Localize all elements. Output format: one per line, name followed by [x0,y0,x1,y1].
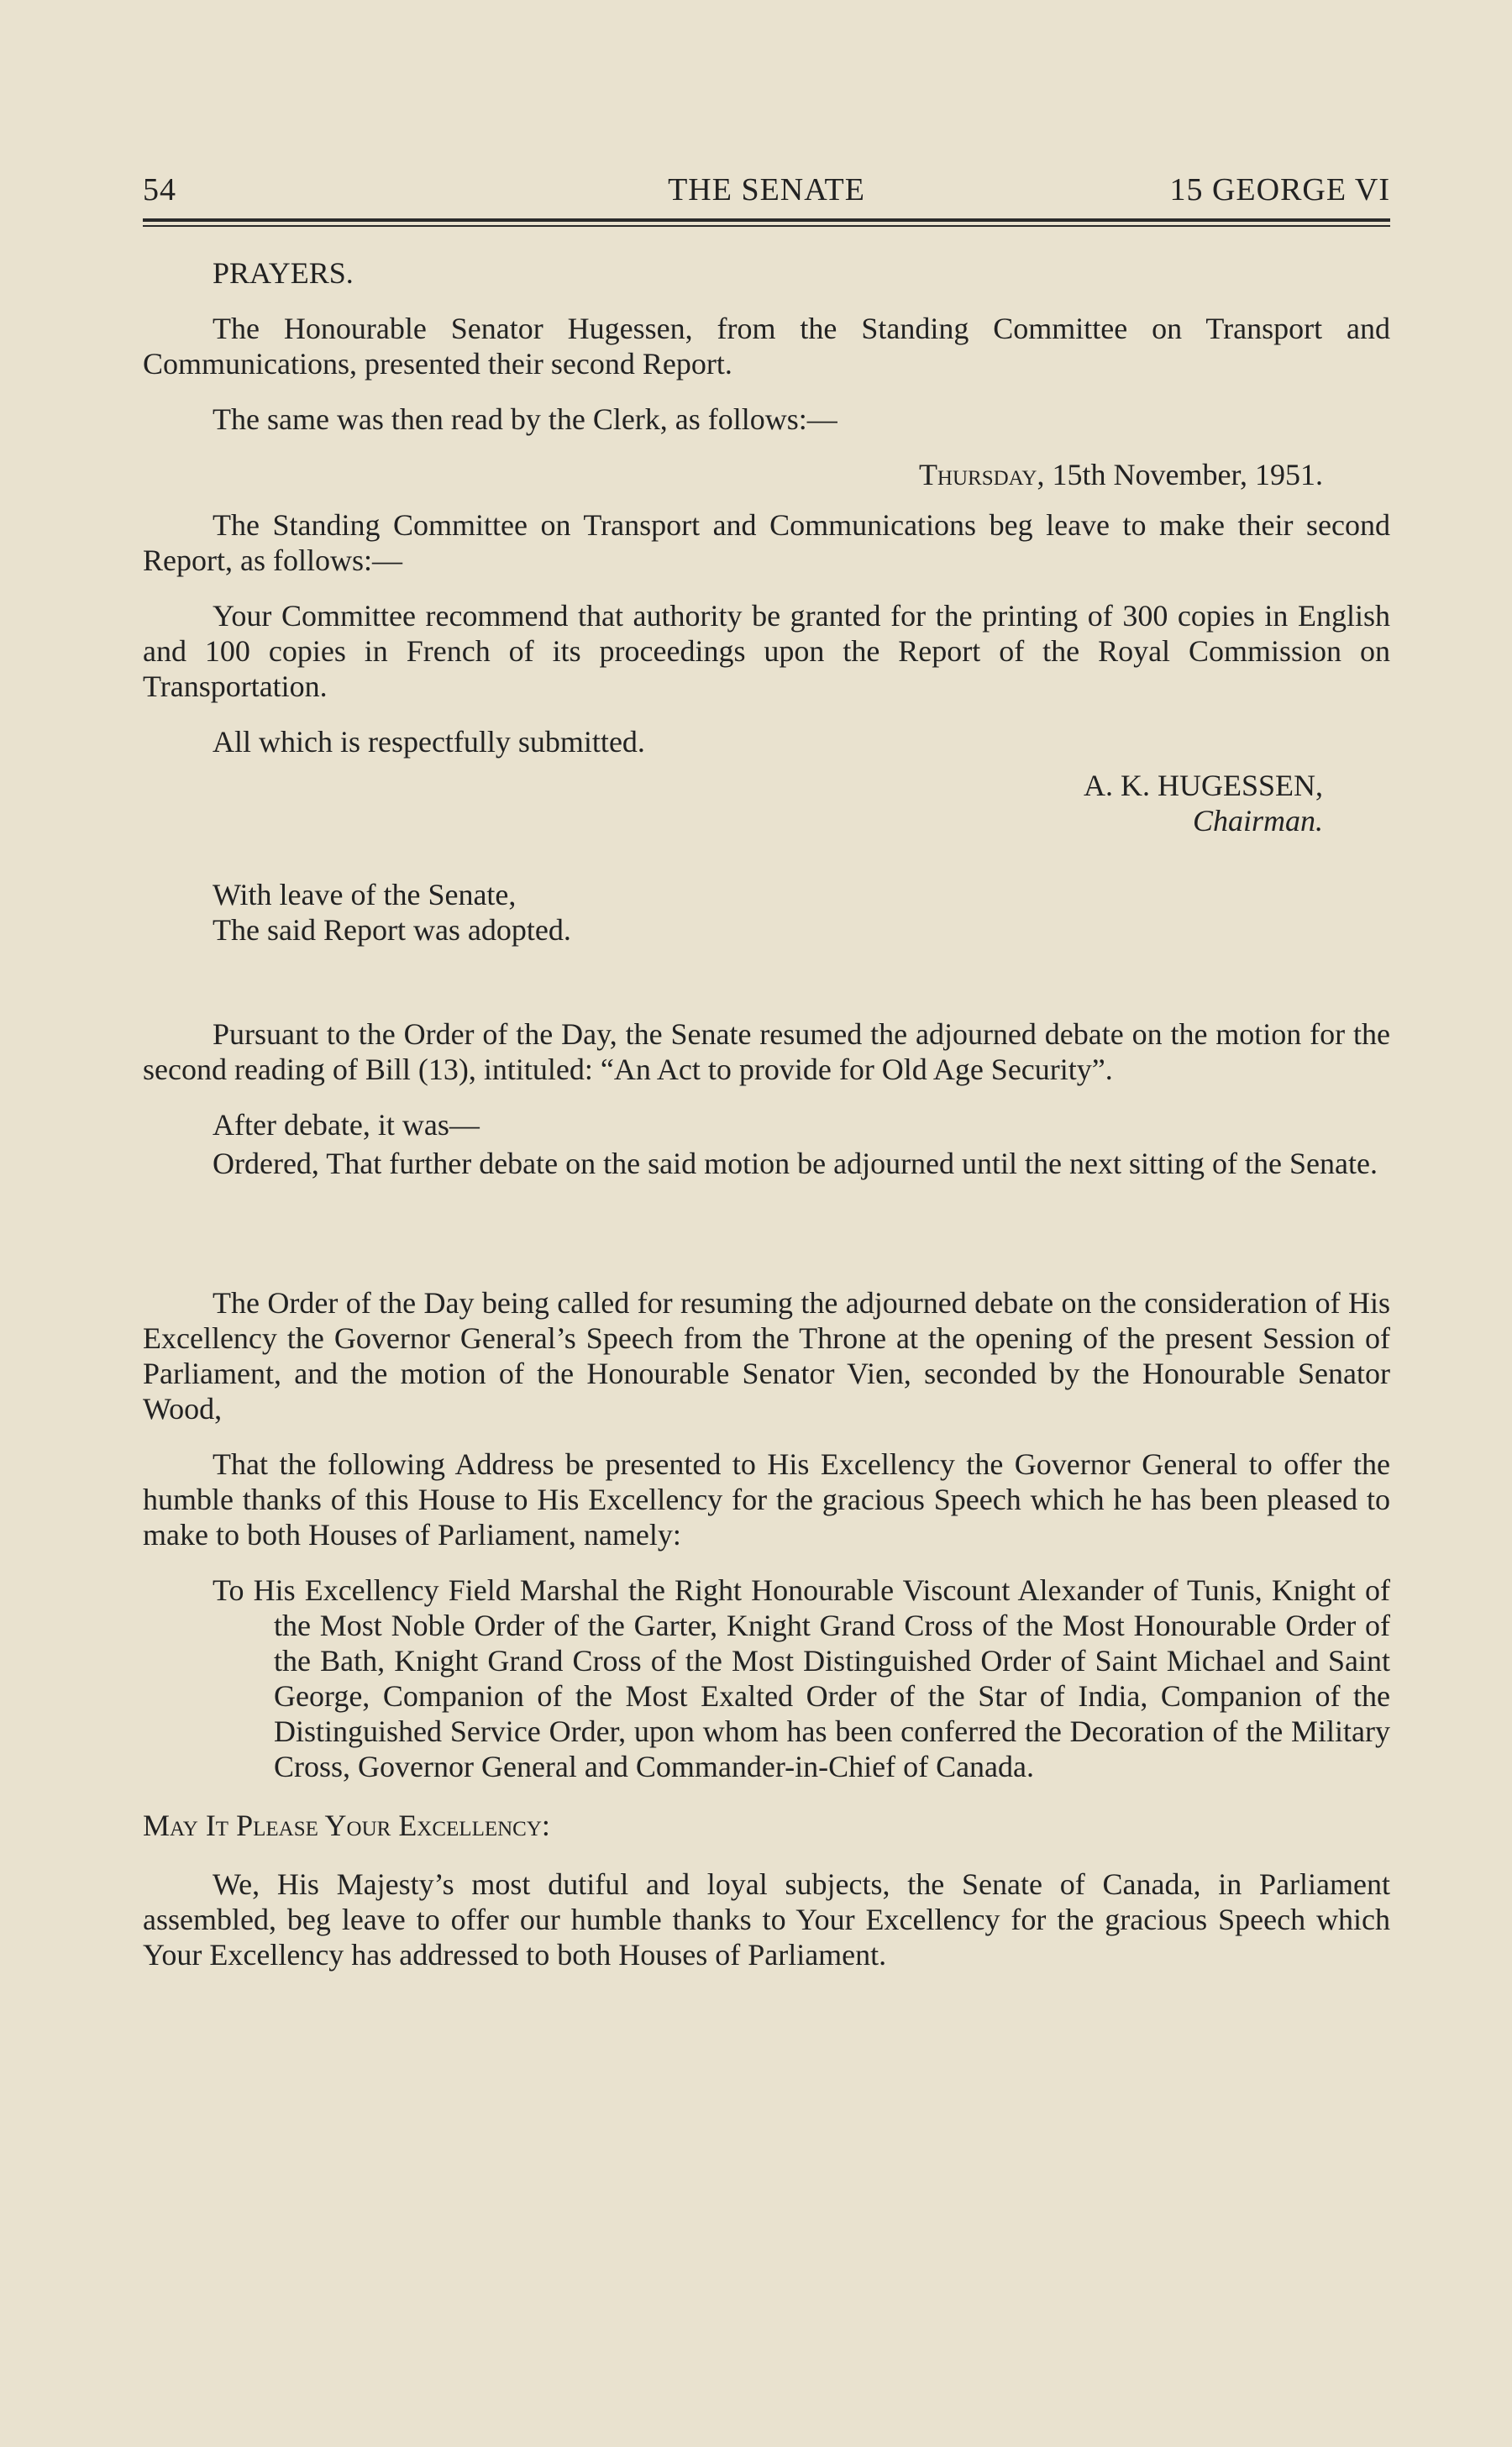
prayers-heading: PRAYERS. [213,256,354,290]
paragraph-order-of-day: The Order of the Day being called for resuming the adjourned debate on the consideration of His Excellency the Governor General’s Speech from the Throne at the opening of the present Session of Parliament, and the motion of the Honourable Senator Vien, seconded by the Honourable Senator Wood, [143,1286,1390,1426]
address-to-governor: To His Excellency Field Marshal the Right Honourable Viscount Alexander of Tunis, Knight of the Most Noble Order of the Garter, Knight Grand Cross of the Most Honourable Order of the Bath, Knight Grand Cross of the Most Distinguished Order of Saint Michael and Saint George, Companion of the Most Exalted Order of the Star of India, Companion of the Distinguished Service Order, upon whom has been conferred the Decoration of the Military Cross, Governor General and Commander-in-Chief of Canada. [213,1573,1390,1783]
report-date [143,457,1390,492]
page-body [143,255,1390,1972]
leave-line: With leave of the Senate, [213,878,517,911]
journal-page [143,160,1390,1993]
paragraph-bill-debate: Pursuant to the Order of the Day, the Senate resumed the adjourned debate on the motion for the second reading of Bill (13), intituled: “An Act to provide for Old Age Security”. [143,1017,1390,1086]
paragraph-ordered: Ordered, That further debate on the said motion be adjourned until the next sitting of the Senate. [213,1147,1378,1180]
page-number: 54 [143,172,176,207]
reign-label: 15 GEORGE VI [1169,172,1390,207]
paragraph-committee-report: The Standing Committee on Transport and Communications beg leave to make their second Report, as follows:— [143,508,1390,577]
adopted-line: The said Report was adopted. [213,913,571,947]
paragraph-report-presented: The Honourable Senator Hugessen, from the Standing Committee on Transport and Communications, presented their second Report. [143,312,1390,381]
report-date-rest: , 15th November, 1951. [1037,458,1323,491]
paragraph-thanks: We, His Majesty’s most dutiful and loyal subjects, the Senate of Canada, in Parliament assembled, beg leave to offer our humble thanks to Your Excellency for the gracious Speech which Your Excellency has addressed to both Houses of Parliament. [143,1867,1390,1972]
signature-name: A. K. HUGESSEN, [1083,769,1323,802]
paragraph-address-motion: That the following Address be presented to His Excellency the Governor General to offer the humble thanks of this House to His Excellency for the gracious Speech which he has been pleased to make to both Houses of Parliament, namely: [143,1447,1390,1552]
paragraph-submitted: All which is respectfully submitted. [213,725,645,759]
report-date-day: Thursday [918,458,1037,491]
paragraph-after-debate: After debate, it was— [213,1108,480,1142]
signature-block [143,768,1390,838]
signature-title: Chairman. [1192,804,1323,838]
paragraph-read-by-clerk: The same was then read by the Clerk, as follows:— [213,402,837,436]
header-rule [143,218,1390,227]
paragraph-recommendation: Your Committee recommend that authority be granted for the printing of 300 copies in English and 100 copies in French of its proceedings upon the Report of the Royal Commission on Transportation. [143,599,1390,703]
running-title: THE SENATE [668,172,865,207]
salutation: May It Please Your Excellency: [143,1809,550,1842]
page-header [143,160,1390,210]
